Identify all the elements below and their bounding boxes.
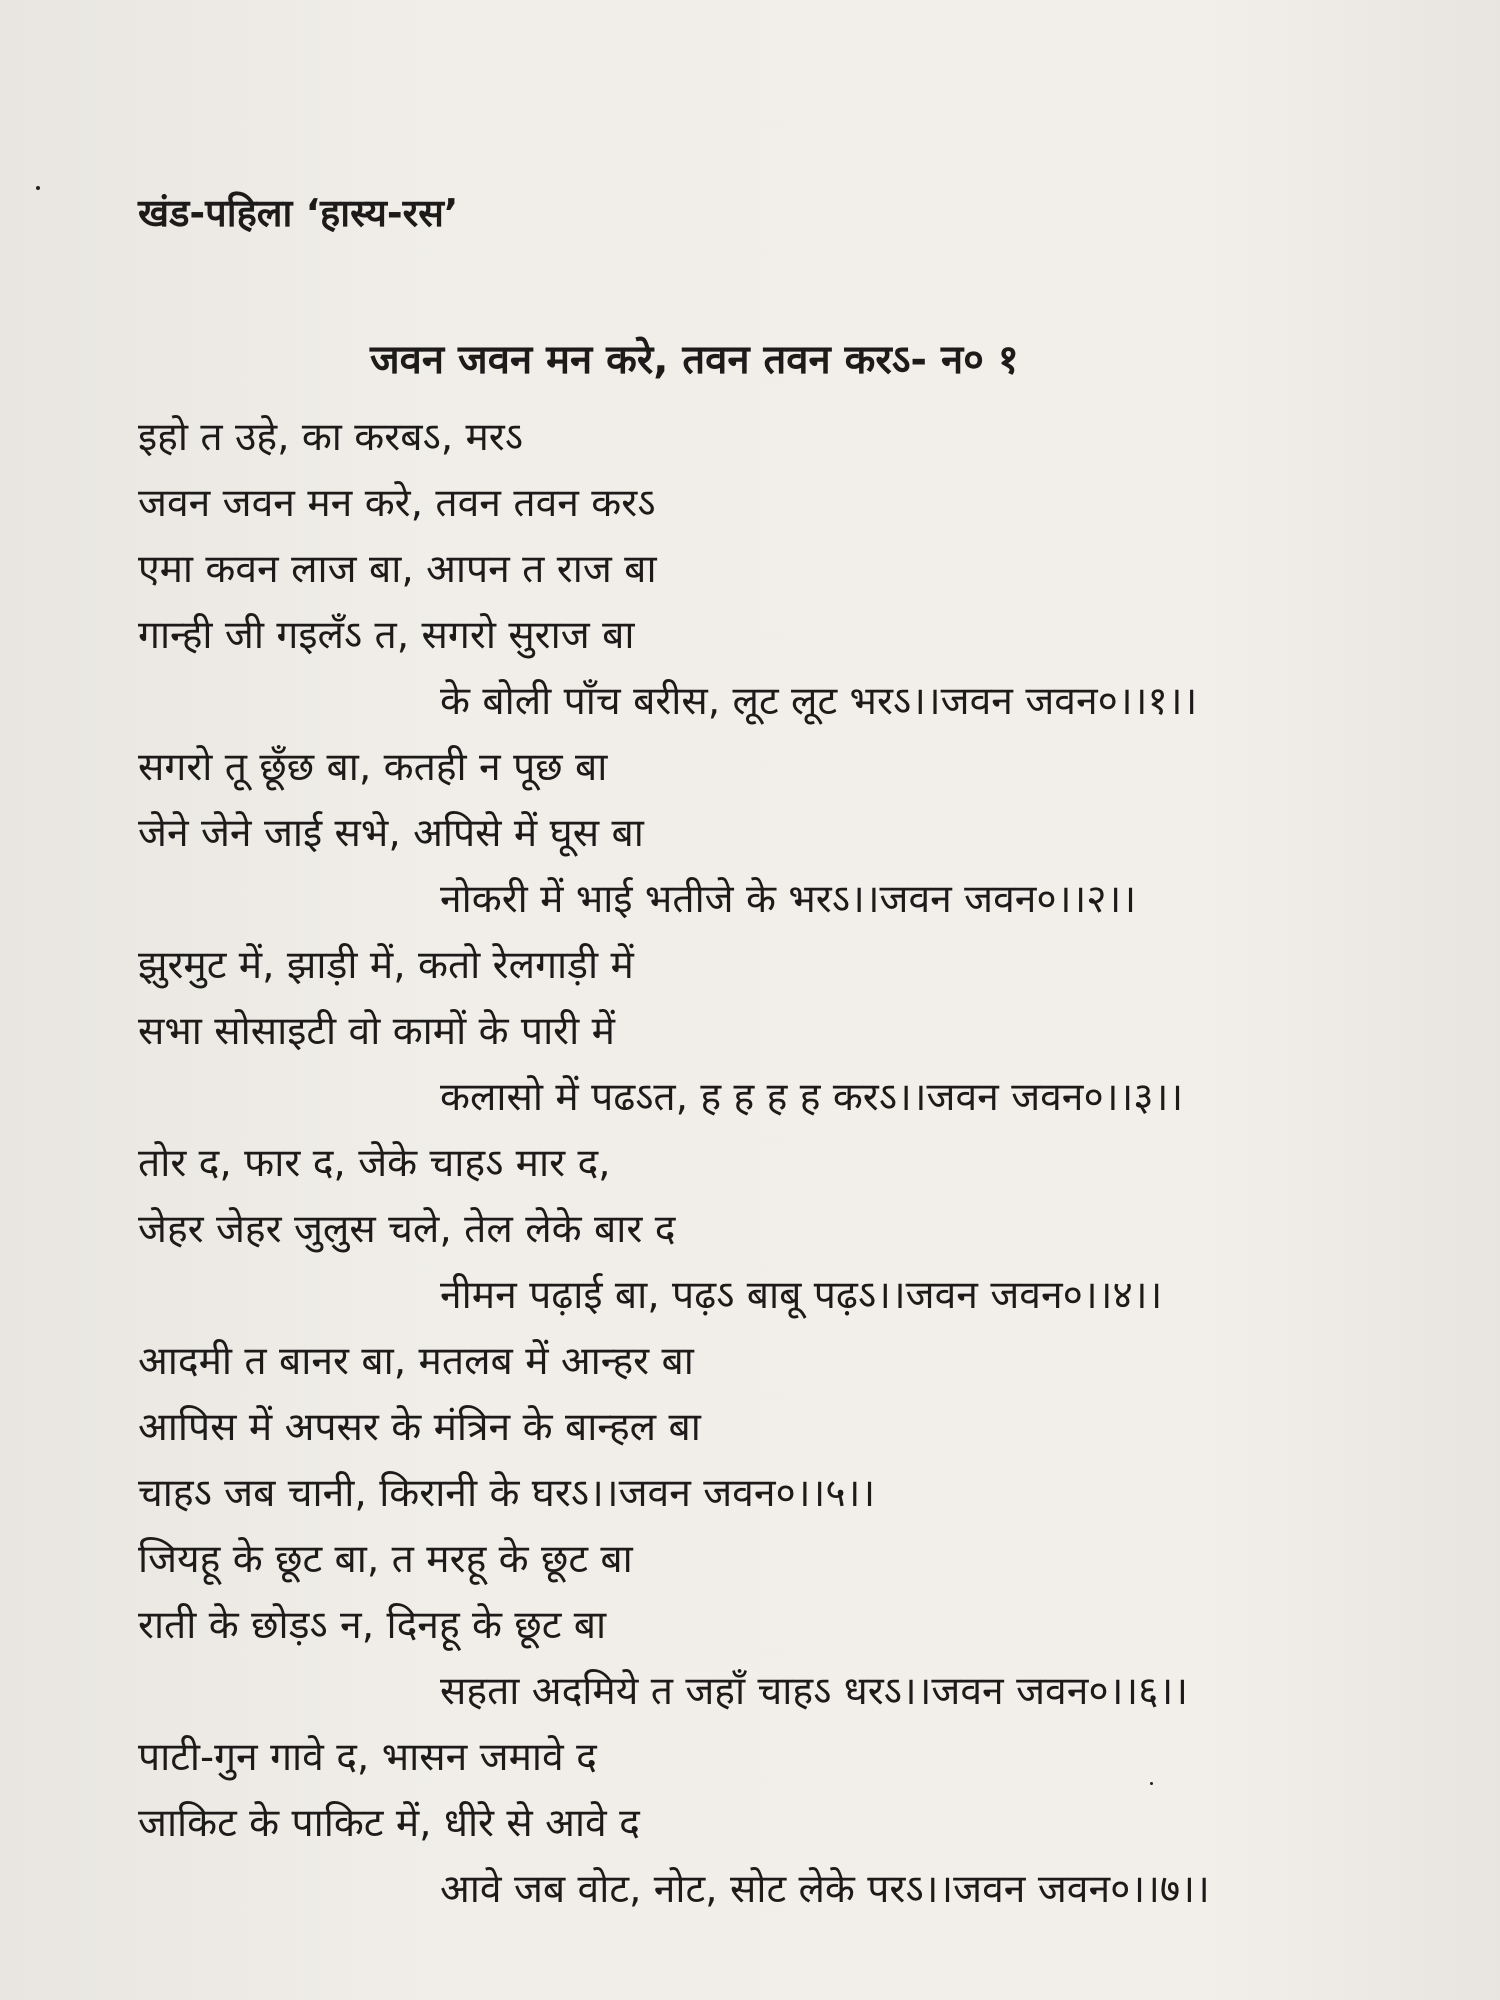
ink-speck: [1150, 1782, 1153, 1785]
poem-line: इहो त उहे, का करबऽ, मरऽ: [138, 415, 523, 460]
poem-line: गान्ही जी गइलँऽ त, सगरो सुराज बा: [138, 613, 635, 658]
poem-line: जेहर जेहर जुलुस चले, तेल लेके बार द: [138, 1207, 676, 1252]
poem-refrain-line: चाहऽ जब चानी, किरानी के घरऽ।।जवन जवन०।।५।।: [138, 1471, 876, 1516]
poem-line: राती के छोड़ऽ न, दिनहू के छूट बा: [138, 1603, 607, 1648]
poem-refrain-line: कलासो में पढऽत, ह ह ह ह करऽ।।जवन जवन०।।३।।: [440, 1075, 1184, 1120]
poem-line: आदमी त बानर बा, मतलब में आन्हर बा: [138, 1339, 694, 1384]
poem-refrain-line: नोकरी में भाई भतीजे के भरऽ।।जवन जवन०।।२।।: [440, 877, 1137, 922]
poem-refrain-line: सहता अदमिये त जहाँ चाहऽ धरऽ।।जवन जवन०।।६।।: [440, 1669, 1189, 1714]
poem-line: झुरमुट में, झाड़ी में, कतो रेलगाड़ी में: [138, 943, 634, 988]
section-title: खंड-पहिला ‘हास्य-रस’: [138, 191, 459, 235]
poem-line: पाटी-गुन गावे द, भासन जमावे द: [138, 1735, 597, 1780]
ink-speck: [36, 186, 40, 190]
poem-line: एमा कवन लाज बा, आपन त राज बा: [138, 547, 657, 592]
poem-line: आपिस में अपसर के मंत्रिन के बान्हल बा: [138, 1405, 701, 1450]
poem-refrain-line: के बोली पाँच बरीस, लूट लूट भरऽ।।जवन जवन०।।१।।: [440, 679, 1198, 724]
poem-refrain-line: नीमन पढ़ाई बा, पढ़ऽ बाबू पढ़ऽ।।जवन जवन०।।४।।: [440, 1273, 1163, 1318]
poem-line: तोर द, फार द, जेके चाहऽ मार द,: [138, 1141, 611, 1186]
poem-title: जवन जवन मन करे, तवन तवन करऽ- न० १: [370, 337, 1019, 383]
poem-line: सभा सोसाइटी वो कामों के पारी में: [138, 1009, 615, 1054]
poem-line: जेने जेने जाई सभे, अपिसे में घूस बा: [138, 811, 644, 856]
poem-line: जियहू के छूट बा, त मरहू के छूट बा: [138, 1537, 633, 1582]
poem-line: जाकिट के पाकिट में, धीरे से आवे द: [138, 1801, 640, 1846]
poem-line: सगरो तू छूँछ बा, कतही न पूछ बा: [138, 745, 608, 790]
poem-refrain-line: आवे जब वोट, नोट, सोट लेके परऽ।।जवन जवन०।।७।।: [440, 1867, 1210, 1912]
poem-line: जवन जवन मन करे, तवन तवन करऽ: [138, 481, 656, 526]
